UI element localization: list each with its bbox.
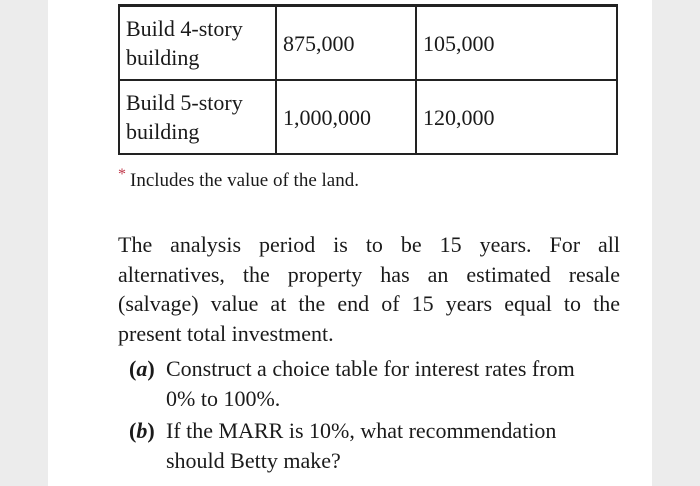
question-b-text: If the MARR is 10%, what recommendation should Betty make? bbox=[166, 418, 557, 473]
document-page bbox=[48, 0, 652, 486]
footnote-text: Includes the value of the land. bbox=[130, 170, 359, 191]
question-b bbox=[129, 416, 589, 475]
table-row bbox=[119, 80, 617, 154]
question-b-marker: (b) bbox=[129, 418, 155, 443]
question-a-marker: (a) bbox=[129, 356, 155, 381]
alternatives-table bbox=[118, 4, 618, 155]
footnote-asterisk: * bbox=[118, 166, 126, 183]
table-footnote bbox=[118, 166, 359, 192]
investment-cell: 1,000,000 bbox=[276, 80, 416, 154]
alternative-cell: Build 5-story building bbox=[119, 80, 276, 154]
alternative-cell: Build 4-story building bbox=[119, 6, 276, 81]
table-row bbox=[119, 6, 617, 81]
income-cell: 105,000 bbox=[416, 6, 617, 81]
income-cell: 120,000 bbox=[416, 80, 617, 154]
investment-cell: 875,000 bbox=[276, 6, 416, 81]
question-a-text: Construct a choice table for interest rates from 0% to 100%. bbox=[166, 356, 575, 411]
question-a bbox=[129, 354, 589, 413]
problem-paragraph: The analysis period is to be 15 years. For all alternatives, the property has an estimated resale (salvage) value at the end of 15 years equal to the present total investment. bbox=[118, 232, 620, 346]
